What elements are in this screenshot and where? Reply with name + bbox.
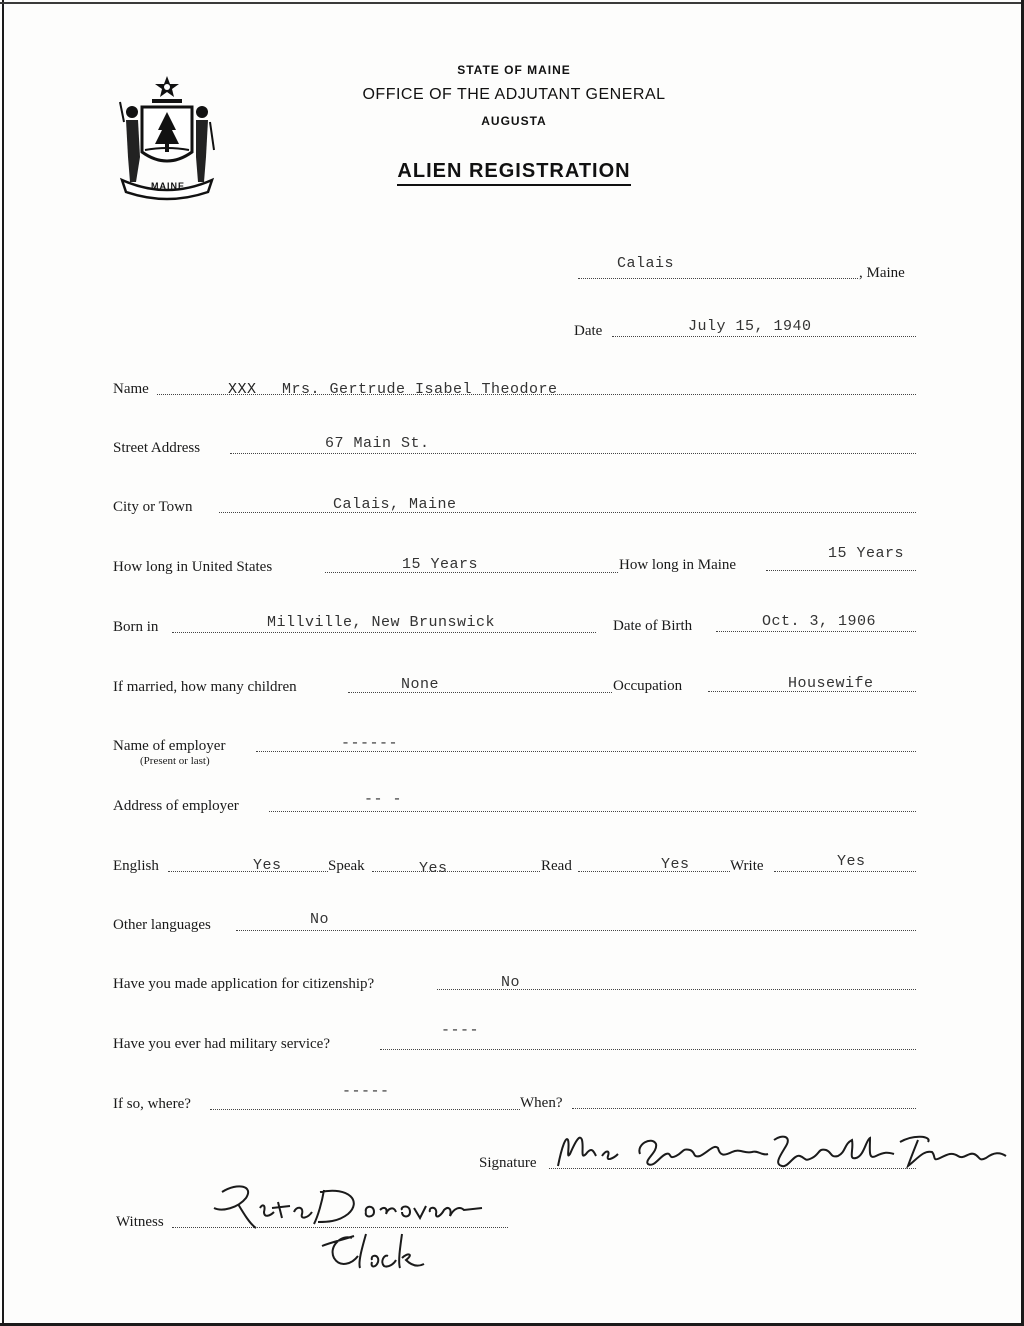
dob-label: Date of Birth [613,618,693,634]
witness-label: Witness [116,1214,164,1230]
city-label: City or Town [113,499,193,515]
born-in-value: Millville, New Brunswick [267,614,496,631]
signature-label: Signature [479,1155,537,1171]
state-label: , Maine [859,265,905,281]
military-label: Have you ever had military service? [113,1036,330,1052]
where-value: ----- [342,1083,390,1100]
how-long-maine-label: How long in Maine [619,557,737,573]
occupation-value: Housewife [788,675,874,692]
form-title-text: ALIEN REGISTRATION [397,160,630,186]
military-line [380,1049,916,1050]
seal-banner-text: MAINE [151,181,185,191]
date-label: Date [574,323,603,339]
signature-handwritten [548,1126,1018,1176]
where-label: If so, where? [113,1096,191,1112]
employer-address-value: -- - [364,791,403,808]
employer-address-label: Address of employer [113,798,239,814]
employer-value: ------ [341,735,399,752]
dob-line [716,631,916,632]
name-strikeout: XXX [228,381,257,398]
form-title [2,160,1024,183]
when-line [572,1108,916,1109]
town-value: Calais [617,255,675,272]
children-label: If married, how many children [113,679,297,695]
employer-label: Name of employer [113,738,226,754]
write-label: Write [730,858,764,874]
military-value: ---- [441,1022,480,1039]
write-value: Yes [837,853,866,870]
employer-sublabel: (Present or last) [140,755,210,767]
english-label: English [113,858,159,874]
speak-label: Speak [328,858,365,874]
city-value: Calais, Maine [333,496,457,513]
city-line [219,512,916,513]
read-label: Read [541,858,572,874]
header-office: OFFICE OF THE ADJUTANT GENERAL [362,86,666,103]
street-label: Street Address [113,440,201,456]
other-languages-line [236,930,916,931]
scan-border-top [0,2,1024,4]
date-value: July 15, 1940 [688,318,812,335]
name-value: Mrs. Gertrude Isabel Theodore [282,381,558,398]
dob-value: Oct. 3, 1906 [762,613,877,630]
citizenship-value: No [501,974,521,991]
where-line [210,1109,520,1110]
write-line [774,871,916,872]
children-value: None [401,676,440,693]
born-in-label: Born in [113,619,159,635]
town-line [578,278,858,279]
header-state: STATE OF MAINE [457,63,571,77]
header-city: AUGUSTA [481,114,547,128]
scan-border-left [2,0,4,1326]
how-long-us-value: 15 Years [402,556,479,573]
english-value: Yes [253,857,282,874]
date-line [612,336,916,337]
occupation-label: Occupation [613,678,683,694]
how-long-maine-line [766,570,916,571]
speak-value: Yes [419,860,448,877]
how-long-maine-value: 15 Years [828,545,905,562]
speak-line [372,871,540,872]
name-label: Name [113,381,149,397]
citizenship-label: Have you made application for citizenship? [113,976,375,992]
other-languages-value: No [310,911,330,928]
children-line [348,692,612,693]
english-line [168,871,328,872]
street-value: 67 Main St. [325,435,430,452]
read-value: Yes [661,856,690,873]
employer-address-line [269,811,916,812]
how-long-us-label: How long in United States [113,559,273,575]
read-line [578,871,730,872]
born-in-line [172,632,596,633]
other-languages-label: Other languages [113,917,211,933]
street-line [230,453,916,454]
witness-title-handwritten [312,1228,462,1278]
when-label: When? [520,1095,563,1111]
